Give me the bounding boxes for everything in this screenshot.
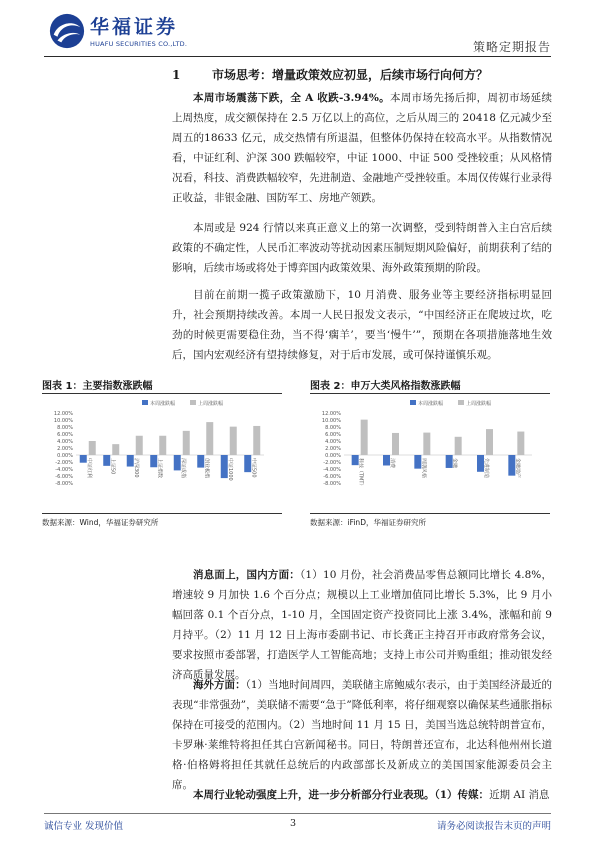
paragraph-outlook <box>172 285 552 365</box>
bar <box>174 455 181 470</box>
x-category-label: 科技（TMT） <box>357 458 364 489</box>
chart-source: 数据来源：Wind，华福证券研究所 <box>42 518 159 527</box>
x-category-label: 先进制造 <box>483 458 489 479</box>
y-tick-label: 6.00% <box>57 431 73 438</box>
bar <box>486 429 493 455</box>
bar <box>446 455 453 468</box>
x-category-label: 金融 <box>451 458 458 469</box>
bar <box>361 420 368 455</box>
chart-source-divider <box>310 513 550 514</box>
chart-style-indices <box>310 377 550 527</box>
bar <box>136 436 143 455</box>
chart-plot <box>310 397 550 511</box>
y-tick-label: 12.00% <box>321 410 341 417</box>
logo-swirl-icon <box>48 12 86 50</box>
logo-name-cn: 华福证券 <box>90 16 179 38</box>
paragraph-body: （1）10 月份，社会消费品零售总额同比增长 4.8%，增速较 9 月加快 1.6 个百分点；规模以上工业增加值同比增长 5.3%，比 9 月小幅回落 0.1 个百分点，1-10 月，全国固定资产投资同比上涨 3.4%，涨幅和前 9 月持平。（2）11 月 12 日上海市委副书记、市长龚正主持召开市政府常务会议，要求按照市委部署，打造医学人工智能高地；支持上市公司并购重组；推动银发经济高质量发展。 <box>172 569 552 681</box>
chart-title-divider <box>42 393 282 394</box>
paragraph-body: 近期 AI 消息 <box>489 789 550 801</box>
bar <box>383 455 390 466</box>
section-title: 市场思考：增量政策效应初显，后续市场行向何方？ <box>212 68 489 82</box>
bar <box>159 436 166 455</box>
legend-label: 上周涨跌幅 <box>466 401 492 407</box>
x-category-label: 周期风格 <box>420 458 427 479</box>
y-tick-label: 2.00% <box>325 445 341 452</box>
paragraph-industry-rotation <box>172 785 552 805</box>
footer-divider <box>44 813 551 814</box>
section-heading <box>172 66 488 83</box>
y-tick-label: -4.00% <box>55 466 73 473</box>
bar <box>183 431 190 455</box>
paragraph-domestic-news <box>172 565 552 685</box>
paragraph-body: 目前在前期一揽子政策激励下，10 月消费、服务业等主要经济指标明显回升，社会预期持续改善。本周一人民日报发文表示，“中国经济正在爬坡过坎，吃劲的时候更需要稳住劲，当不得‘瘸羊’，要当‘慢牛’”，预期在各项措施落地生效后，国内宏观经济有望持续修复，对于后市发展，或可保持谨慎乐观。 <box>172 289 552 361</box>
paragraph-overseas-news <box>172 675 552 795</box>
paragraph-lead: 本周行业轮动强度上升，进一步分析部分行业表现。（1）传媒： <box>193 789 490 801</box>
bar <box>103 455 110 466</box>
bar <box>150 455 157 467</box>
paragraph-body: （1）当地时间周四，美联储主席鲍威尔表示，由于美国经济最近的表现“非常强劲”，美联储不需要“急于”降低利率，将仔细观察以确保某些通胀指标保持在可接受的范围内。（2）当地时间 11 月 15 日，美国当选总统特朗普宣布，卡罗琳·莱维特将担任其白宫新闻秘书。同日，特朗普还宣布，北达科他州州长道格·伯格姆将担任其就任总统后的内政部部长及新成立的美国国家能源委员会主席。 <box>172 679 553 791</box>
chart-source: 数据来源：iFinD，华福证券研究所 <box>310 518 426 527</box>
header-divider <box>44 56 551 57</box>
y-tick-label: -6.00% <box>323 473 341 480</box>
y-tick-label: -8.00% <box>323 480 341 487</box>
x-category-label: 中证500 <box>250 458 257 478</box>
paragraph-adjustment <box>172 218 552 278</box>
x-category-label: 金融地产 <box>514 458 521 479</box>
y-tick-label: -4.00% <box>323 466 341 473</box>
y-tick-label: -8.00% <box>55 480 73 487</box>
y-tick-label: -2.00% <box>323 459 341 466</box>
y-tick-label: 12.00% <box>53 410 73 417</box>
bar <box>392 433 399 455</box>
bar <box>455 437 462 455</box>
bar <box>127 455 134 467</box>
paragraph-lead: 本周市场震荡下跌，全 A 收跌-3.94%。 <box>193 92 390 104</box>
legend-swatch <box>410 400 416 405</box>
chart-major-indices <box>42 377 282 527</box>
x-category-label: 创业板指 <box>203 458 210 479</box>
paragraph-market-summary <box>172 88 552 208</box>
bar <box>477 455 484 472</box>
x-category-label: 上证指数 <box>156 458 163 479</box>
footer-disclaimer: 请务必阅读报告末页的声明 <box>436 821 551 832</box>
legend-swatch <box>190 400 196 405</box>
y-tick-label: 10.00% <box>53 417 73 424</box>
legend-label: 本周涨跌幅 <box>418 401 444 407</box>
y-tick-label: 10.00% <box>321 417 341 424</box>
bar <box>414 455 421 469</box>
bar <box>112 444 119 455</box>
y-tick-label: 0.00% <box>57 452 73 459</box>
x-category-label: 消费 <box>389 458 395 469</box>
legend-swatch <box>142 400 148 405</box>
report-type: 策略定期报告 <box>472 40 551 54</box>
y-tick-label: 8.00% <box>325 424 341 431</box>
bar <box>423 433 430 455</box>
chart-title: 图表 2：申万大类风格指数涨跌幅 <box>310 381 461 392</box>
bar <box>352 455 359 465</box>
page-number: 3 <box>290 818 297 829</box>
bar <box>197 455 204 468</box>
x-category-label: 深证成指 <box>179 458 186 479</box>
paragraph-body: 本周市场先扬后抑，周初市场延续上周热度，成交额保持在 2.5 万亿以上的高位，之后从周三的 20418 亿元减少至周五的18633 亿元，成交热情有所退温，但整体仍保持在较高水平。从指数情况看，中证红利、沪深 300 跌幅较窄，中证 1000、中证 500 受挫较重；从风格情况看，科技、消费跌幅较窄，先进制造、金融地产受挫较重。本周仅传媒行业录得正收益，非银金融、国防军工、房地产领跌。 <box>172 92 552 204</box>
x-category-label: 中证1000 <box>226 458 233 481</box>
bar <box>244 455 251 472</box>
legend-label: 上周涨跌幅 <box>198 401 224 407</box>
bar <box>253 426 260 455</box>
chart-plot <box>42 397 282 511</box>
y-tick-label: 8.00% <box>57 424 73 431</box>
y-tick-label: 0.00% <box>325 452 341 459</box>
y-tick-label: 6.00% <box>325 431 341 438</box>
x-category-label: 上证50 <box>109 458 116 475</box>
bar <box>206 422 213 455</box>
bar <box>508 455 515 476</box>
chart-source-divider <box>42 513 282 514</box>
y-tick-label: 2.00% <box>57 445 73 452</box>
bar <box>230 427 237 455</box>
y-tick-label: -2.00% <box>55 459 73 466</box>
bar <box>221 455 228 478</box>
y-tick-label: 4.00% <box>57 438 73 445</box>
company-logo <box>48 10 228 52</box>
x-category-label: 中证红利 <box>85 458 92 479</box>
logo-name-en: HUAFU SECURITIES CO.,LTD. <box>90 40 188 48</box>
footer-slogan: 诚信专业 发现价值 <box>44 821 124 832</box>
paragraph-body: 本周或是 924 行情以来真正意义上的第一次调整，受到特朗普入主白宫后续政策的不确定性，人民币汇率波动等扰动因素压制短期风险偏好，前期获利了结的影响，后续市场或将处于博弈国内政策效果、海外政策预期的阶段。 <box>172 222 552 274</box>
y-tick-label: 4.00% <box>325 438 341 445</box>
bar <box>89 441 96 455</box>
section-number: 1 <box>172 68 181 82</box>
chart-title: 图表 1：主要指数涨跌幅 <box>42 381 153 392</box>
chart-title-divider <box>310 393 550 394</box>
legend-swatch <box>458 400 464 405</box>
x-category-label: 沪深300 <box>132 458 139 478</box>
bar <box>517 432 524 455</box>
bar <box>80 455 87 463</box>
paragraph-lead: 海外方面： <box>193 679 246 691</box>
y-tick-label: -6.00% <box>55 473 73 480</box>
paragraph-lead: 消息面上，国内方面： <box>193 569 300 581</box>
legend-label: 本周涨跌幅 <box>150 401 176 407</box>
